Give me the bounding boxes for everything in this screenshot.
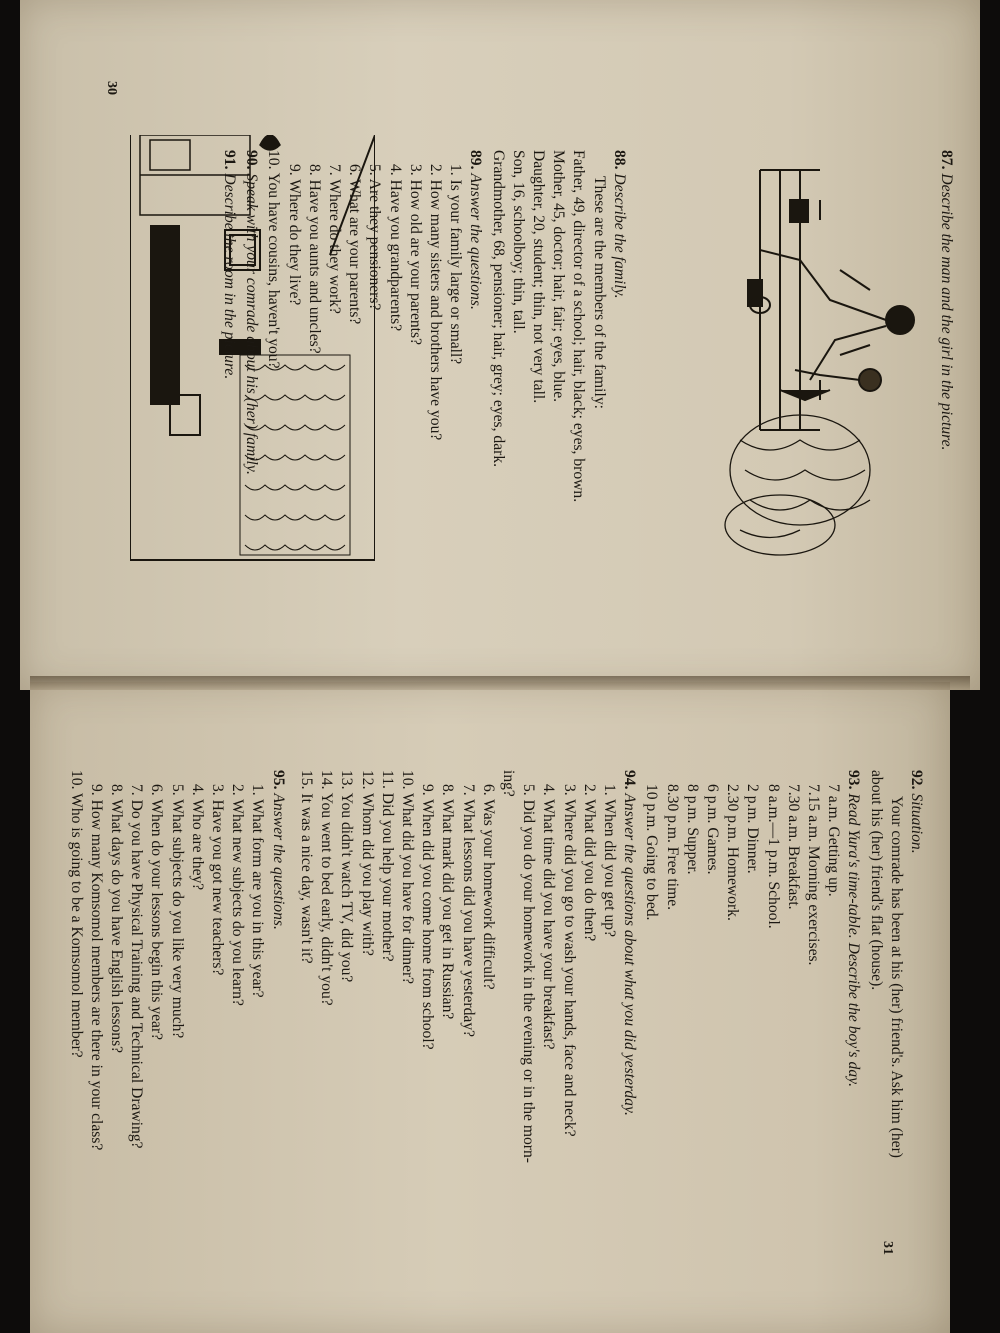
left-page-text [118,150,958,530]
text-line: about his (her) friend's flat (house). [867,770,885,991]
exercise-number: 87. [938,150,955,170]
exercise-95 [268,770,288,1290]
question-item: 4. What time did you have your breakfast? [540,784,558,1050]
question-item: 3. How old are your parents? [406,164,424,346]
question-item: 6. Was your homework difficult? [479,784,497,990]
exercise-number: 91. [220,150,238,170]
question-item: 10. You have cousins, haven't you? [265,150,283,369]
question-item: 9. Where do they live? [285,164,303,306]
question-item: 1. Is your family large or small? [447,164,465,365]
question-item: 5. Are they pensioners? [366,164,384,311]
exercise-title: Situation. [908,793,925,854]
question-item: 8. What mark did you get in Russian? [439,784,457,1020]
question-item: 5. Did you do your homework in the evening or in the morn- [520,784,538,1163]
text-line: Father, 49, director of a school; hair, black; eyes, brown. [570,150,588,503]
question-item: 8. Have you aunts and uncles? [305,164,323,354]
exercise-title: Speak with your comrade about his (her) family. [243,173,261,475]
question-item: 3. Have you got new teachers? [209,784,227,976]
question-item: 11. Did you help your mother? [378,770,396,962]
exercise-number: 89. [467,150,485,170]
exercise-88 [609,150,629,530]
exercise-89 [465,150,485,530]
question-item: 6. When do your lessons begin this year? [148,784,166,1041]
exercise-91 [219,150,239,530]
exercise-title: Answer the questions about what you did yesterday. [621,793,639,1116]
exercise-number: 90. [243,150,261,170]
book-spine [30,676,970,690]
question-item: 2. How many sisters and brothers have you? [426,164,444,441]
question-item: 7. Where do they work? [325,164,343,314]
exercise-90 [241,150,261,530]
question-item: 10. What did you have for dinner? [398,770,416,985]
exercise-title: Answer the questions. [269,793,287,930]
exercise-title: Describe the man and the girl in the picture. [938,173,955,451]
timetable-entry: 7.30 a.m. Breakfast. [784,784,802,910]
question-item: 3. Where did you go to wash your hands, face and neck? [560,784,578,1137]
exercise-title: Describe the room in the picture. [220,173,238,380]
question-item: 1. When did you get up? [600,784,618,938]
text-line: Mother, 45, doctor; hair, fair; eyes, blue. [550,150,568,403]
question-item: 2. What did you do then? [580,784,598,942]
exercise-title: Read Yura's time-table. Describe the boy's day. [845,793,863,1088]
timetable-entry: 2 p.m. Dinner. [744,784,762,874]
question-item: 12. Whom did you play with? [358,770,376,956]
text-line: Son, 16, schoolboy; thin, tall. [509,150,527,334]
exercise-number: 95. [269,770,287,790]
timetable-entry: 8 a.m.—1 p.m. School. [764,784,782,929]
timetable-entry: 6 p.m. Games. [703,784,721,875]
question-item: 6. What are your parents? [346,164,364,325]
question-item: 7. Do you have Physical Training and Technical Drawing? [128,784,146,1149]
exercise-93 [843,770,863,1290]
question-item: 2. What new subjects do you learn? [229,784,247,1006]
exercise-number: 88. [610,150,628,170]
question-item: ing? [499,770,517,797]
timetable-entry: 10 p.m. Going to bed. [643,784,661,921]
exercise-title: Describe the family. [610,173,628,299]
text-line: Daughter, 20, student; thin, not very tall. [529,150,547,404]
question-item: 13. You didn't watch TV, did you? [338,770,356,983]
text-line: Grandmother, 68, pensioner; hair, grey; eyes, dark. [489,150,507,468]
timetable-entry: 8 p.m. Supper. [683,784,701,875]
exercise-number: 94. [621,770,639,790]
exercise-92 [906,770,926,1290]
exercise-number: 92. [908,770,925,790]
exercise-title: Answer the questions. [467,173,485,310]
question-item: 10. Who is going to be a Komsomol member? [67,770,85,1058]
exercise-number: 93. [845,770,863,790]
page-number-31: 31 [880,1241,895,1255]
question-item: 15. It was a nice day, wasn't it? [297,770,315,964]
text-line: Your comrade has been at his (her) friend's. Ask him (her) [887,796,905,1158]
question-item: 1. What form are you in this year? [249,784,267,998]
question-item: 4. Have you grandparents? [386,164,404,332]
exercise-87 [936,150,956,530]
exercise-94 [619,770,639,1290]
page-number-30: 30 [104,81,119,95]
timetable-entry: 7.15 a.m. Morning exercises. [804,784,822,966]
right-page-text [67,770,928,1290]
text-line: These are the members of the family: [590,176,608,409]
timetable-entry: 8.30 p.m. Free time. [663,784,681,911]
question-item: 14. You went to bed early, didn't you? [318,770,336,1006]
timetable-entry: 7 a.m. Getting up. [825,784,843,897]
question-item: 4. Who are they? [188,784,206,891]
question-item: 9. How many Komsomol members are there in your class? [87,784,105,1151]
question-item: 5. What subjects do you like very much? [168,784,186,1039]
timetable-entry: 2.30 p.m. Homework. [724,784,742,921]
question-item: 8. What days do you have English lessons? [108,784,126,1054]
question-item: 9. When did you come home from school? [419,784,437,1050]
question-item: 7. What lessons did you have yesterday? [459,784,477,1038]
